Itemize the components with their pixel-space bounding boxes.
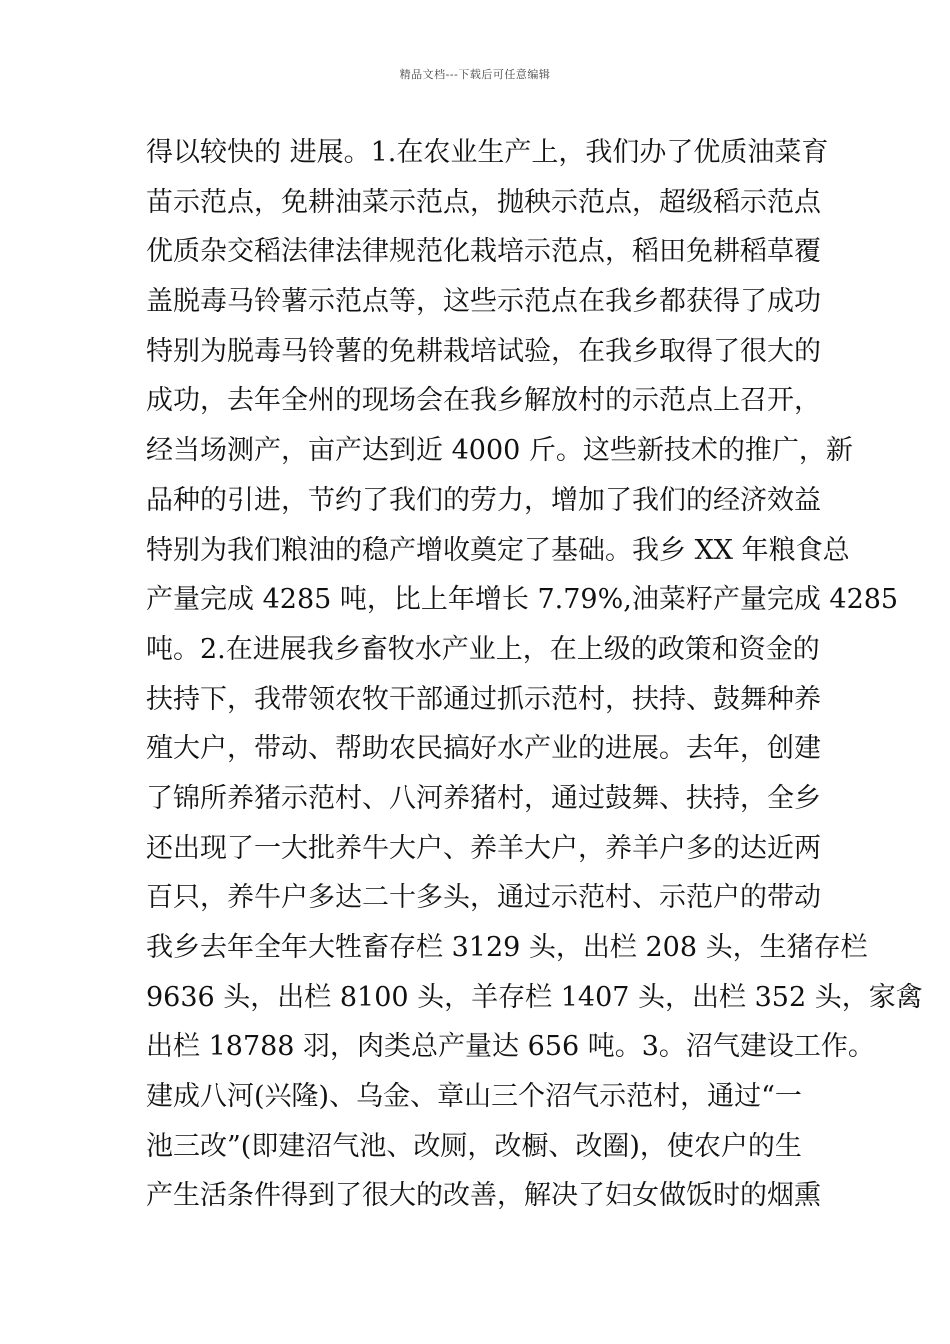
text-line: 产量完成 4285 吨，比上年增长 7.79%,油菜籽产量完成 4285 xyxy=(146,584,899,616)
text-line: 产生活条件得到了很大的改善，解决了妇女做饭时的烟熏 xyxy=(146,1180,821,1212)
text-line: 得以较快的 进展。1.在农业生产上，我们办了优质油菜育 xyxy=(146,137,829,168)
text-line: 吨。2.在进展我乡畜牧水产业上，在上级的政策和资金的 xyxy=(146,633,820,665)
text-line: 特别为我们粮油的稳产增收奠定了基础。我乡 XX 年粮食总 xyxy=(146,534,850,566)
text-line: 了锦所养猪示范村、八河养猪村，通过鼓舞、扶持，全乡 xyxy=(146,782,821,814)
text-line: 殖大户，带动、帮助农民搞好水产业的进展。去年，创建 xyxy=(146,733,821,765)
text-line: 我乡去年全年大牲畜存栏 3129 头，出栏 208 头，生猪存栏 xyxy=(146,932,868,963)
page-header: 精品文档---下载后可任意编辑 xyxy=(399,68,551,81)
text-line: 成功，去年全州的现场会在我乡解放村的示范点上召开， xyxy=(146,385,821,417)
text-line: 特别为脱毒马铃薯的免耕栽培试验，在我乡取得了很大的 xyxy=(146,335,821,367)
text-line: 品种的引进，节约了我们的劳力，增加了我们的经济效益 xyxy=(146,484,821,516)
text-line: 苗示范点，免耕油菜示范点，抛秧示范点，超级稻示范点 xyxy=(146,186,821,218)
text-line: 出栏 18788 羽，肉类总产量达 656 吨。3。沼气建设工作。 xyxy=(146,1031,875,1063)
text-line: 还出现了一大批养牛大户、养羊大户，养羊户多的达近两 xyxy=(146,832,821,864)
text-line: 建成八河(兴隆)、乌金、章山三个沼气示范村，通过“一 xyxy=(146,1081,802,1113)
body-text xyxy=(146,128,923,1221)
text-line: 池三改”(即建沼气池、改厕，改橱、改圈)，使农户的生 xyxy=(146,1130,802,1162)
text-line: 经当场测产，亩产达到近 4000 斤。这些新技术的推广，新 xyxy=(146,435,853,467)
text-line: 百只，养牛户多达二十多头，通过示范村、示范户的带动 xyxy=(146,882,821,914)
text-line: 盖脱毒马铃薯示范点等，这些示范点在我乡都获得了成功 xyxy=(146,286,821,318)
text-line: 9636 头，出栏 8100 头，羊存栏 1407 头，出栏 352 头，家禽 xyxy=(146,981,923,1013)
text-line: 扶持下，我带领农牧干部通过抓示范村，扶持、鼓舞种养 xyxy=(146,683,821,715)
text-line: 优质杂交稻法律法律规范化栽培示范点，稻田免耕稻草覆 xyxy=(146,236,821,268)
